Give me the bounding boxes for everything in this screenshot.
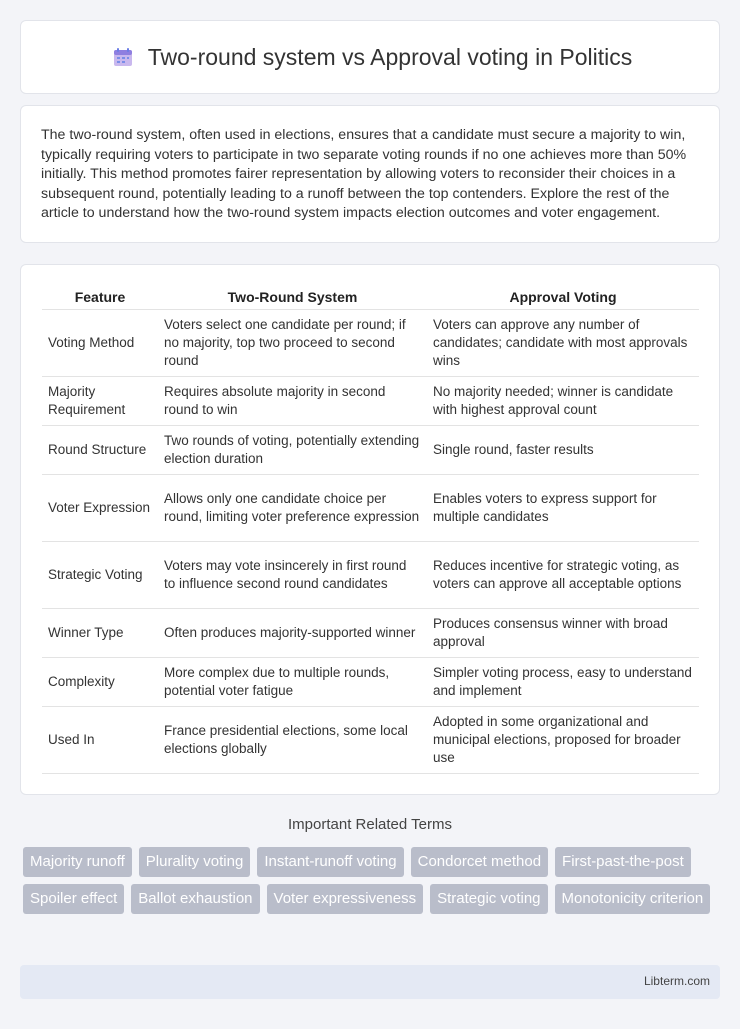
feature-cell: Voting Method bbox=[42, 310, 158, 377]
table-row bbox=[42, 609, 699, 658]
approval-cell: Reduces incentive for strategic voting, as voters can approve all acceptable options bbox=[427, 542, 699, 609]
comparison-table bbox=[42, 285, 699, 774]
intro-card bbox=[20, 105, 720, 243]
feature-cell: Voter Expression bbox=[42, 475, 158, 542]
feature-cell: Complexity bbox=[42, 658, 158, 707]
header-feature: Feature bbox=[42, 285, 158, 310]
two-round-cell: Often produces majority-supported winner bbox=[158, 609, 427, 658]
header-two-round: Two-Round System bbox=[158, 285, 427, 310]
related-term-tag[interactable]: Condorcet method bbox=[411, 847, 548, 877]
feature-cell: Majority Requirement bbox=[42, 377, 158, 426]
feature-cell: Winner Type bbox=[42, 609, 158, 658]
related-terms-list bbox=[23, 847, 723, 914]
table-row bbox=[42, 658, 699, 707]
title-wrap bbox=[108, 42, 632, 72]
table-row bbox=[42, 310, 699, 377]
approval-cell: Simpler voting process, easy to understand and implement bbox=[427, 658, 699, 707]
related-term-tag[interactable]: Monotonicity criterion bbox=[555, 884, 711, 914]
table-row bbox=[42, 707, 699, 774]
two-round-cell: More complex due to multiple rounds, potential voter fatigue bbox=[158, 658, 427, 707]
table-row bbox=[42, 426, 699, 475]
title-card bbox=[20, 20, 720, 94]
two-round-cell: Two rounds of voting, potentially extending election duration bbox=[158, 426, 427, 475]
feature-cell: Strategic Voting bbox=[42, 542, 158, 609]
page-title: Two-round system vs Approval voting in Politics bbox=[147, 43, 633, 70]
related-term-tag[interactable]: Majority runoff bbox=[23, 847, 132, 877]
table-row bbox=[42, 377, 699, 426]
comparison-table-card bbox=[20, 264, 720, 795]
approval-cell: Single round, faster results bbox=[427, 426, 699, 475]
related-term-tag[interactable]: Instant-runoff voting bbox=[257, 847, 403, 877]
approval-cell: Produces consensus winner with broad approval bbox=[427, 609, 699, 658]
calendar-icon bbox=[108, 42, 138, 72]
footer bbox=[20, 965, 720, 999]
table-header-row bbox=[42, 285, 699, 310]
table-row bbox=[42, 542, 699, 609]
two-round-cell: Voters select one candidate per round; if no majority, top two proceed to second round bbox=[158, 310, 427, 377]
approval-cell: Adopted in some organizational and municipal elections, proposed for broader use bbox=[427, 707, 699, 774]
approval-cell: No majority needed; winner is candidate with highest approval count bbox=[427, 377, 699, 426]
two-round-cell: France presidential elections, some local elections globally bbox=[158, 707, 427, 774]
related-term-tag[interactable]: Plurality voting bbox=[139, 847, 251, 877]
header-approval: Approval Voting bbox=[427, 285, 699, 310]
related-term-tag[interactable]: Ballot exhaustion bbox=[131, 884, 259, 914]
approval-cell: Voters can approve any number of candidates; candidate with most approvals wins bbox=[427, 310, 699, 377]
related-term-tag[interactable]: Voter expressiveness bbox=[267, 884, 424, 914]
related-term-tag[interactable]: Strategic voting bbox=[430, 884, 547, 914]
table-row bbox=[42, 475, 699, 542]
intro-paragraph: The two-round system, often used in elections, ensures that a candidate must secure a majority to win, typically requiring voters to participate in two separate voting rounds if no one achieves more than 50% initially. This method promotes fairer representation by allowing voters to reconsider their choices in a subsequent round, potentially leading to a runoff between the top contenders. Explore the rest of the article to understand how the two-round system impacts election outcomes and voter engagement. bbox=[41, 127, 687, 221]
feature-cell: Used In bbox=[42, 707, 158, 774]
approval-cell: Enables voters to express support for multiple candidates bbox=[427, 475, 699, 542]
two-round-cell: Requires absolute majority in second round to win bbox=[158, 377, 427, 426]
feature-cell: Round Structure bbox=[42, 426, 158, 475]
related-terms-title: Important Related Terms bbox=[288, 816, 452, 833]
related-term-tag[interactable]: First-past-the-post bbox=[555, 847, 691, 877]
related-term-tag[interactable]: Spoiler effect bbox=[23, 884, 124, 914]
two-round-cell: Voters may vote insincerely in first round to influence second round candidates bbox=[158, 542, 427, 609]
footer-site-link[interactable]: Libterm.com bbox=[643, 974, 710, 988]
two-round-cell: Allows only one candidate choice per round, limiting voter preference expression bbox=[158, 475, 427, 542]
